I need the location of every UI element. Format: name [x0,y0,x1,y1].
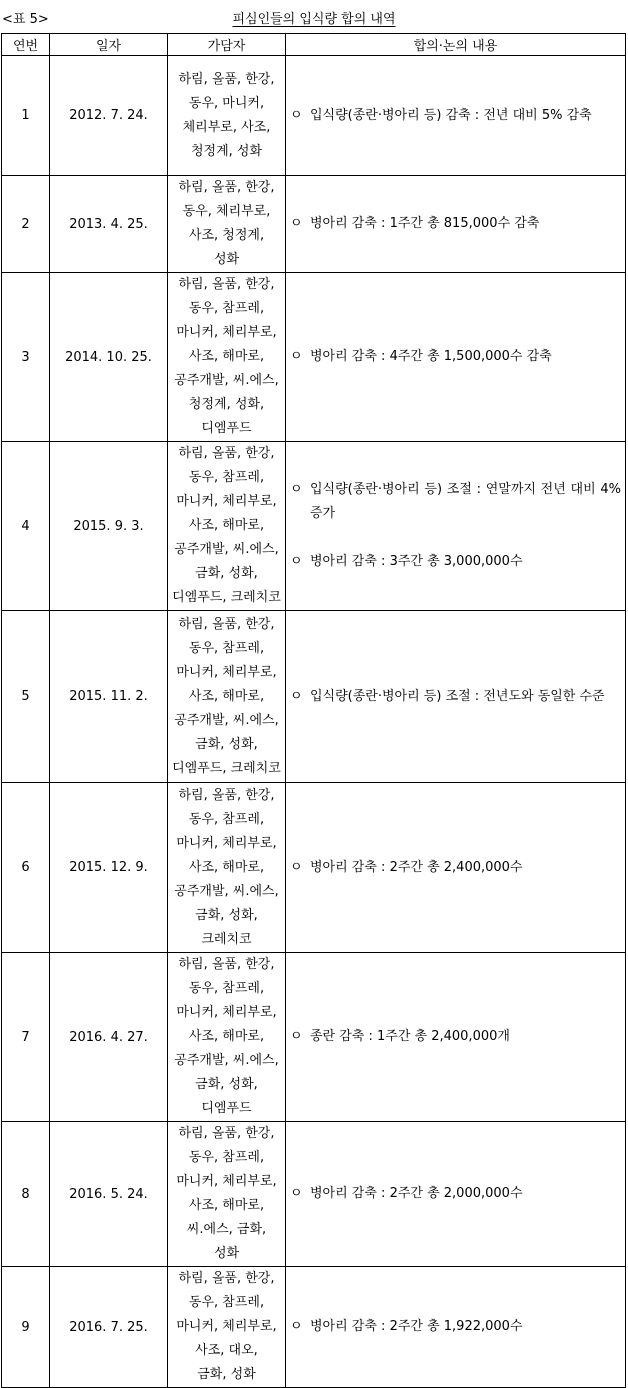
party-line: 마니커, 체리부로, [176,664,277,680]
content-item [290,1025,621,1049]
table-row [2,176,626,273]
party-line: 하림, 올품, 한강, [178,616,275,632]
party-line: 공주개발, 씨.에스, [174,1053,279,1068]
table-row [2,273,626,442]
party-line: 마니커, 체리부로, [176,835,277,851]
row-date: 2013. 4. 25. [50,176,168,273]
table-row [2,783,626,953]
party-line: 마니커, 체리부로, [176,1005,277,1020]
row-parties [168,56,286,176]
bullet-icon: ㅇ [290,349,303,364]
table-row [2,953,626,1122]
party-line: 동우, 참프레, [188,301,265,316]
bullet-icon: ㅇ [290,859,303,875]
table-row [2,1267,626,1388]
party-line: 동우, 체리부로, [182,204,271,219]
party-line: 사조, 대오, [195,1343,258,1358]
header-date: 일자 [50,34,168,56]
row-date: 2016. 4. 27. [50,953,168,1122]
party-line: 디엠푸드 [201,1101,252,1116]
party-line: 마니커, 체리부로, [176,325,277,340]
header-content: 합의·논의 내용 [286,34,626,56]
content-text: 입식량(종란·병아리 등) 조절 : 연말까지 전년 대비 4% 증가 [310,482,621,521]
party-line: 성화 [213,252,240,267]
row-parties [168,273,286,442]
header-parties: 가담자 [168,34,286,56]
party-line: 동우, 참프레, [188,981,265,996]
party-line: 금화, 성화, [195,566,258,581]
table-header-row [2,34,626,56]
table-title [0,8,628,27]
row-content [286,611,626,783]
party-line: 디엠푸드, 크레치코 [172,590,281,605]
row-content [286,783,626,953]
party-line: 금화, 성화, [195,736,258,752]
bullet-icon: ㅇ [290,216,303,231]
party-line: 체리부로, 사조, [182,119,271,135]
party-line: 마니커, 체리부로, [176,494,277,509]
table-row [2,442,626,611]
content-text: 종란 감축 : 1주간 총 2,400,000개 [310,1029,510,1044]
row-date: 2014. 10. 25. [50,273,168,442]
row-parties [168,953,286,1122]
party-line: 하림, 올품, 한강, [178,180,275,195]
content-item [290,856,621,880]
bullet-icon: ㅇ [290,554,303,569]
table-row [2,56,626,176]
party-line: 공주개발, 씨.에스, [174,712,279,728]
party-line: 사조, 해마로, [188,1029,265,1044]
content-item [290,104,621,128]
content-text: 병아리 감축 : 2주간 총 1,922,000수 [310,1319,523,1334]
row-number: 2 [2,176,50,273]
party-line: 공주개발, 씨.에스, [174,883,279,899]
agreement-table [1,33,626,1388]
row-number: 6 [2,783,50,953]
bullet-icon: ㅇ [290,688,303,704]
row-date: 2015. 12. 9. [50,783,168,953]
row-date: 2016. 7. 25. [50,1267,168,1388]
table-body [2,56,626,1388]
party-line: 사조, 청정계, [188,228,265,243]
party-line: 하림, 올품, 한강, [178,446,275,461]
row-content [286,273,626,442]
party-line: 하림, 올품, 한강, [178,1271,275,1286]
content-text: 병아리 감축 : 3주간 총 3,000,000수 [310,554,523,569]
content-item [290,478,621,526]
row-content [286,1267,626,1388]
party-line: 공주개발, 씨.에스, [174,373,279,388]
table-title-text: 피심인들의 입식량 합의 내역 [232,12,396,27]
content-item [290,685,621,709]
content-item [290,1182,621,1206]
row-content [286,953,626,1122]
row-number: 3 [2,273,50,442]
bullet-icon: ㅇ [290,1029,303,1044]
content-text: 병아리 감축 : 2주간 총 2,000,000수 [310,1186,523,1201]
row-number: 5 [2,611,50,783]
row-number: 8 [2,1122,50,1267]
row-date: 2015. 11. 2. [50,611,168,783]
party-line: 하림, 올품, 한강, [178,787,275,803]
party-line: 금화, 성화, [195,1077,258,1092]
party-line: 씨.에스, 금화, [186,1222,267,1237]
row-content [286,176,626,273]
row-date: 2016. 5. 24. [50,1122,168,1267]
party-line: 사조, 해마로, [188,1198,265,1213]
content-item [290,1315,621,1339]
table-label: <표 5> [2,12,49,27]
party-line: 하림, 올품, 한강, [178,277,275,292]
party-line: 하림, 올품, 한강, [178,957,275,972]
row-number: 1 [2,56,50,176]
content-text: 병아리 감축 : 4주간 총 1,500,000수 감축 [310,349,552,364]
content-item [290,345,621,369]
content-item [290,212,621,236]
bullet-icon: ㅇ [290,482,303,497]
bullet-icon: ㅇ [290,1186,303,1201]
party-line: 사조, 해마로, [188,859,265,875]
party-line: 사조, 해마로, [188,518,265,533]
party-line: 하림, 올품, 한강, [178,71,275,87]
content-item [290,550,621,574]
content-text: 병아리 감축 : 2주간 총 2,400,000수 [310,859,523,875]
row-date: 2012. 7. 24. [50,56,168,176]
row-parties [168,442,286,611]
party-line: 동우, 참프레, [188,1295,265,1310]
party-line: 크레치코 [201,931,252,947]
content-text: 입식량(종란·병아리 등) 감축 : 전년 대비 5% 감축 [310,107,592,123]
party-line: 동우, 참프레, [188,470,265,485]
bullet-icon: ㅇ [290,107,303,123]
party-line: 동우, 마니커, [188,95,265,111]
row-parties [168,1267,286,1388]
party-line: 마니커, 체리부로, [176,1319,277,1334]
table-row [2,611,626,783]
party-line: 동우, 참프레, [188,811,265,827]
row-date: 2015. 9. 3. [50,442,168,611]
party-line: 마니커, 체리부로, [176,1174,277,1189]
table-caption [0,0,628,33]
party-line: 하림, 올품, 한강, [178,1126,275,1141]
party-line: 금화, 성화 [197,1367,256,1382]
party-line: 사조, 해마로, [188,349,265,364]
party-line: 사조, 해마로, [188,688,265,704]
header-no: 연번 [2,34,50,56]
row-number: 9 [2,1267,50,1388]
row-number: 4 [2,442,50,611]
content-text: 병아리 감축 : 1주간 총 815,000수 감축 [310,216,540,231]
row-parties [168,1122,286,1267]
party-line: 금화, 성화, [195,907,258,923]
row-parties [168,611,286,783]
table-row [2,1122,626,1267]
row-content [286,1122,626,1267]
party-line: 청정계, 성화 [190,143,263,159]
content-text: 입식량(종란·병아리 등) 조절 : 전년도와 동일한 수준 [310,688,605,704]
party-line: 성화 [213,1246,240,1261]
row-number: 7 [2,953,50,1122]
row-parties [168,176,286,273]
row-content [286,442,626,611]
party-line: 청정계, 성화, [188,397,265,412]
party-line: 동우, 참프레, [188,640,265,656]
row-parties [168,783,286,953]
party-line: 디엠푸드 [201,421,252,436]
party-line: 디엠푸드, 크레치코 [172,760,281,776]
row-content [286,56,626,176]
party-line: 동우, 참프레, [188,1150,265,1165]
party-line: 공주개발, 씨.에스, [174,542,279,557]
bullet-icon: ㅇ [290,1319,303,1334]
